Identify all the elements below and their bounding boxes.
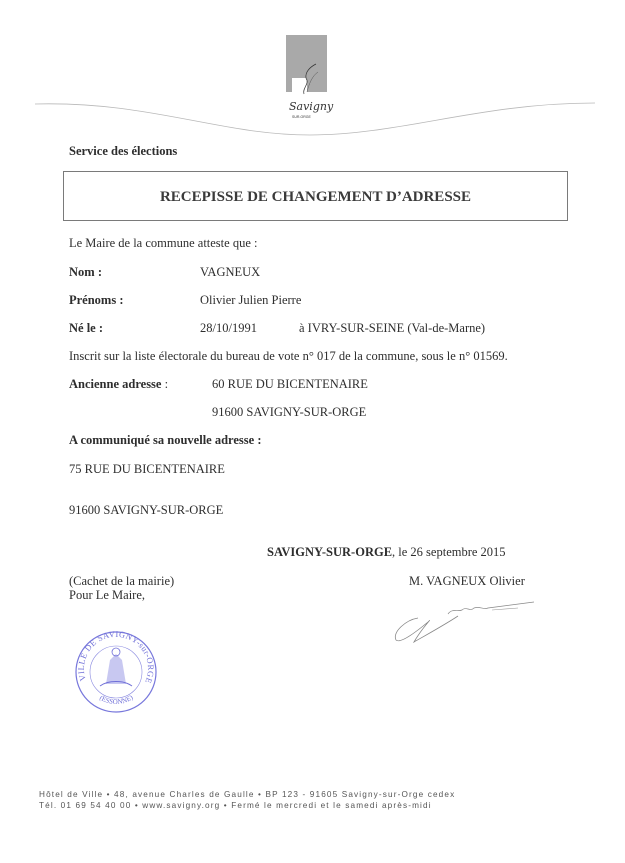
nouvelle-adresse-label: A communiqué sa nouvelle adresse : — [69, 433, 262, 447]
place-date-text: , le 26 septembre 2015 — [392, 545, 506, 559]
ancienne-adresse-line2: 91600 SAVIGNY-SUR-ORGE — [212, 405, 367, 419]
intro-text: Le Maire de la commune atteste que : — [69, 236, 258, 250]
nom-value: VAGNEUX — [200, 265, 261, 279]
ancienne-adresse-label: Ancienne adresse — [69, 377, 162, 391]
document-title: RECEPISSE DE CHANGEMENT D’ADRESSE — [159, 189, 472, 205]
seal-bottom-text: (ESSONNE) — [98, 693, 135, 707]
naissance-lieu: à IVRY-SUR-SEINE (Val-de-Marne) — [299, 321, 486, 335]
nouvelle-adresse-line1: 75 RUE DU BICENTENAIRE — [69, 462, 225, 476]
naissance-date: 28/10/1991 — [200, 321, 257, 335]
nouvelle-adresse-line2: 91600 SAVIGNY-SUR-ORGE — [69, 503, 224, 517]
cachet-label: (Cachet de la mairie) — [69, 574, 175, 588]
place-date — [267, 545, 506, 560]
logo-reed-icon — [300, 62, 320, 98]
signataire-name: M. VAGNEUX Olivier — [409, 574, 525, 588]
inscription-text: Inscrit sur la liste électorale du bureau de vote n° 017 de la commune, sous le n° 01569. — [69, 349, 508, 363]
prenoms-label: Prénoms : — [69, 293, 124, 307]
mairie-seal-stamp — [74, 630, 158, 714]
svg-text:(ESSONNE) — [98, 693, 135, 706]
service-label: Service des élections — [69, 144, 178, 158]
logo-sub: SUR-ORGE — [292, 115, 311, 119]
pour-le-maire: Pour Le Maire, — [69, 588, 146, 602]
footer-address: Hôtel de Ville • 48, avenue Charles de Gaulle • BP 123 - 91605 Savigny-sur-Orge cedex — [39, 790, 456, 799]
ancienne-adresse-line1: 60 RUE DU BICENTENAIRE — [212, 377, 368, 391]
footer-contact: Tél. 01 69 54 40 00 • www.savigny.org • Fermé le mercredi et le samedi après-midi — [39, 801, 432, 810]
logo-name: Savigny — [289, 100, 334, 113]
nom-label: Nom : — [69, 265, 102, 279]
ancienne-adresse-label-group — [69, 377, 168, 392]
place-city: SAVIGNY-SUR-ORGE — [267, 545, 393, 559]
seal-top-text: VILLE DE SAVIGNY-sur-ORGE — [75, 630, 157, 686]
handwritten-signature — [388, 598, 538, 646]
prenoms-value: Olivier Julien Pierre — [200, 293, 302, 307]
naissance-label: Né le : — [69, 321, 104, 335]
ancienne-adresse-colon: : — [161, 377, 169, 391]
title-box — [63, 171, 568, 221]
